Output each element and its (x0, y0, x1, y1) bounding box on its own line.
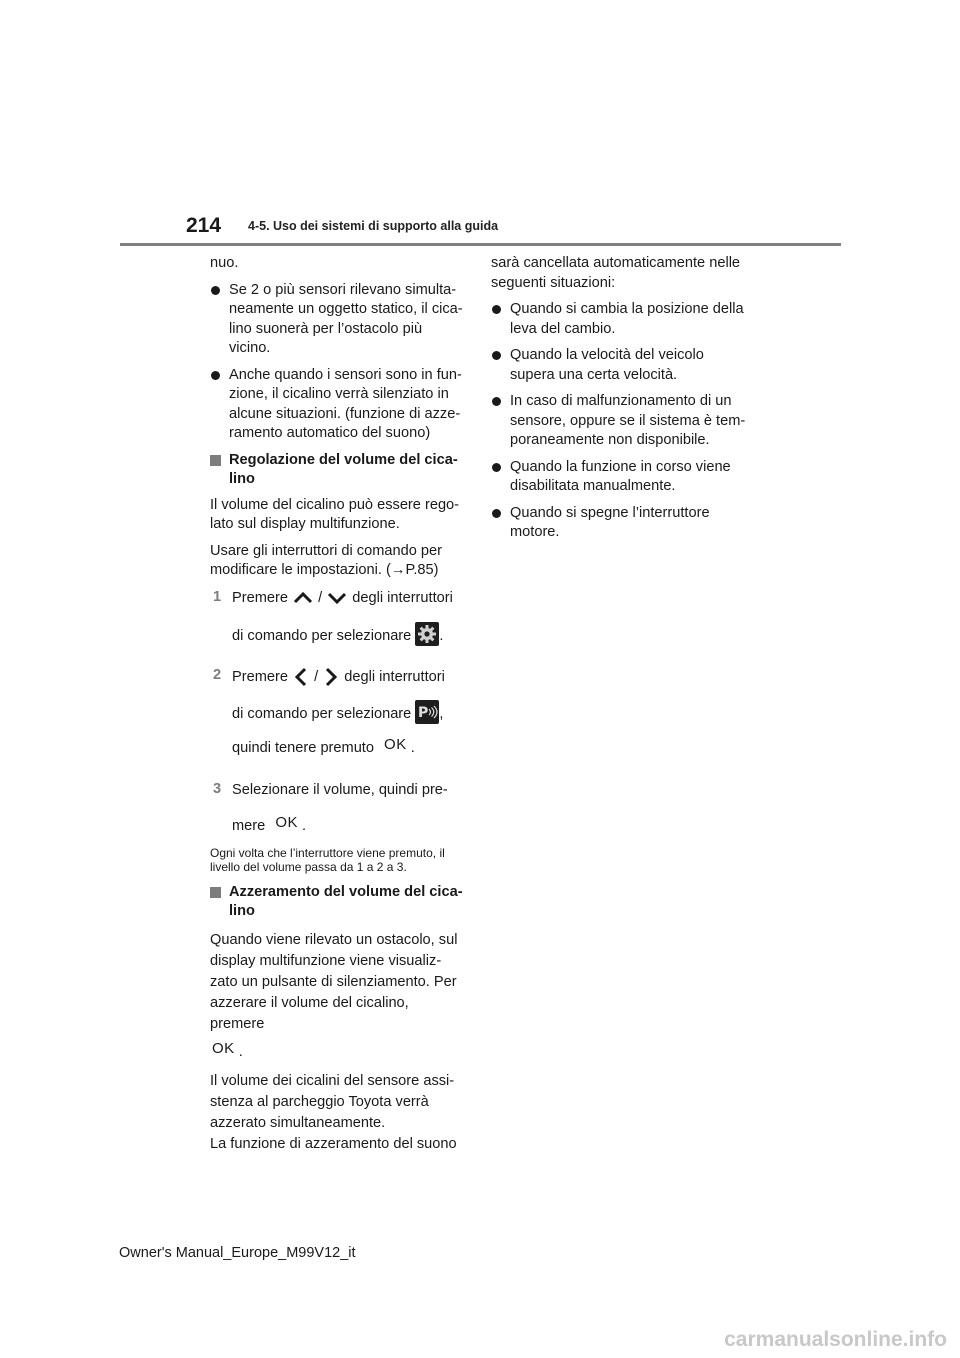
slash: / (318, 589, 323, 606)
list-item (491, 392, 751, 451)
step-text: degli interruttori (352, 589, 453, 606)
note-text: Ogni volta che l’interruttore viene premuto, il livello del volume passa da 1 a 2 a 3. (210, 845, 445, 874)
bullet-icon (211, 286, 220, 295)
chevron-down-icon (326, 590, 348, 606)
list-item (491, 346, 751, 385)
step-text: di comando per selezionare (232, 627, 412, 644)
watermark[interactable]: carmanualsonline.info (724, 1328, 947, 1351)
list-item-text: In caso di malfunzionamento di un sensore, oppure se il sistema è tem-poraneamente non disponibile. (510, 393, 746, 448)
left-column (210, 254, 465, 1155)
gear-icon (415, 622, 439, 646)
header-rule (120, 243, 841, 246)
square-marker-icon (210, 455, 221, 466)
list-item-text: Quando si cambia la posizione della leva del cambio. (510, 301, 744, 337)
bullet-icon (492, 305, 501, 314)
ok-button-icon: OK (384, 735, 407, 753)
list-item-text: Se 2 o più sensori rilevano simulta-neamente un oggetto statico, il cica-lino suonerà per l’ostacolo più vicino. (229, 281, 463, 356)
bullet-icon (492, 351, 501, 360)
step-text: mere (232, 817, 266, 834)
step-text: Selezionare il volume, quindi pre- (232, 781, 448, 798)
continuation-text: nuo. (210, 255, 239, 271)
list-item-text: Quando la funzione in corso viene disabilitata manualmente. (510, 458, 731, 494)
paragraph: Usare gli interruttori di comando per modificare le impostazioni. (→P.85) (210, 542, 442, 578)
heading-text: Regolazione del volume del cica-lino (229, 451, 458, 487)
step-number: 1 (213, 588, 222, 605)
paragraph: Il volume dei cicalini del sensore assi- stenza al parcheggio Toyota verrà azzerato simultaneamente. La funzione di azzeramento del suono (210, 1072, 457, 1152)
step-number: 3 (213, 780, 222, 797)
ok-button-icon: OK (275, 813, 298, 831)
page-number: 214 (186, 214, 222, 237)
step-number: 2 (213, 666, 222, 683)
paragraph: sarà cancellata automaticamente nelle seguenti situazioni: (491, 255, 741, 291)
section-heading (210, 883, 465, 922)
list-item-text: Quando si spegne l’interruttore motore. (510, 504, 710, 540)
list-item-text: Anche quando i sensori sono in fun-zione, il cicalino verrà silenziato in alcune situazioni. (funzione di azze-ramento automatico del suono) (229, 366, 462, 441)
square-marker-icon (210, 887, 221, 898)
step-text: Premere (232, 589, 288, 606)
list-item (210, 366, 465, 444)
list-item (491, 300, 751, 339)
chevron-left-icon (292, 666, 310, 688)
paragraph: Il volume del cicalino può essere rego-lato sul display multifunzione. (210, 496, 460, 532)
footer-text: Owner's Manual_Europe_M99V12_it (119, 1245, 356, 1261)
chevron-up-icon (292, 590, 314, 606)
bullet-icon (211, 371, 220, 380)
list-item (491, 504, 751, 543)
step-1: 1 Premere / degli interruttori di comando per selezionare . (210, 588, 465, 660)
parking-sensor-icon (415, 700, 439, 724)
list-item (491, 458, 751, 497)
section-heading (210, 451, 465, 490)
heading-text: Azzeramento del volume del cica-lino (229, 883, 463, 919)
slash: / (314, 668, 319, 685)
bullet-icon (492, 463, 501, 472)
right-column (491, 254, 751, 550)
step-text: di comando per selezionare (232, 705, 412, 722)
list-item-text: Quando la velocità del veicolo supera una certa velocità. (510, 347, 704, 383)
list-item (210, 281, 465, 359)
step-text: degli interruttori (344, 668, 445, 685)
bullet-icon (492, 509, 501, 518)
ok-button-icon: OK (212, 1039, 235, 1057)
section-title: 4-5. Uso dei sistemi di supporto alla guida (248, 219, 499, 233)
step-2: 2 Premere / degli interruttori di comando per selezionare P , quindi tenere premuto OK . (213, 666, 445, 756)
chevron-right-icon (322, 666, 340, 688)
bullet-icon (492, 397, 501, 406)
step-text: quindi tenere premuto (232, 739, 374, 756)
step-3: 3 Selezionare il volume, quindi pre- mere OK . (210, 780, 465, 838)
step-text: Premere (232, 668, 288, 685)
svg-text:P: P (418, 704, 429, 721)
paragraph: Quando viene rilevato un ostacolo, sul display multifunzione viene visualiz- zato un pulsante di silenziamento. Per azzerare il volume del cicalino, premere OK . (210, 931, 458, 1060)
